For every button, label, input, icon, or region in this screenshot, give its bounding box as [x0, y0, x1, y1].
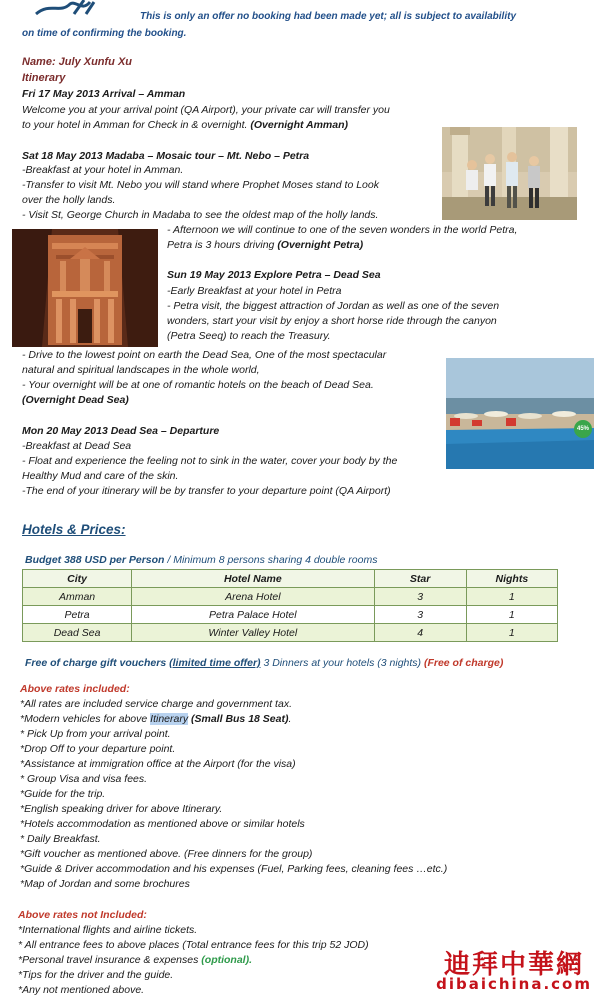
dead-sea-resort-photo: [446, 358, 594, 469]
table-row: [23, 624, 558, 642]
not-included-item: * All entrance fees to above places (Total entrance fees for this trip 52 JOD): [18, 939, 369, 951]
day1-overnight: (Overnight Amman): [250, 119, 349, 131]
day3-heading: Sun 19 May 2013 Explore Petra – Dead Sea: [167, 269, 381, 281]
itinerary-title: Itinerary: [22, 72, 66, 84]
col-hotel-name: Hotel Name: [132, 570, 374, 588]
not-included-item: *International flights and airline tickets.: [18, 924, 198, 936]
progress-badge: 45%: [574, 420, 592, 438]
day2-line-5: - Afternoon we will continue to one of the seven wonders in the world Petra,: [167, 224, 518, 236]
included-item: * Daily Breakfast.: [20, 833, 101, 845]
limited-offer: (limited time offer): [169, 657, 261, 669]
day2-line-6: Petra is 3 hours driving (Overnight Petra): [167, 239, 364, 251]
day4-heading: Mon 20 May 2013 Dead Sea – Departure: [22, 425, 220, 437]
petra-treasury-photo: [12, 229, 158, 347]
included-item: * Pick Up from your arrival point.: [20, 728, 171, 740]
highlighted-word: Itinerary: [150, 713, 189, 725]
included-title: Above rates included:: [20, 683, 130, 695]
offer-notice-line1: This is only an offer no booking had been made yet; all is subject to availability: [140, 11, 517, 22]
not-included-item: *Personal travel insurance & expenses (optional).: [18, 954, 253, 966]
cell-hotel: Arena Hotel: [132, 588, 374, 606]
included-item: *Guide for the trip.: [20, 788, 106, 800]
included-item: * Group Visa and visa fees.: [20, 773, 148, 785]
day4-line-1: -Breakfast at Dead Sea: [22, 440, 132, 452]
brand-logo-fragment: [30, 0, 110, 16]
day3-overnight: (Overnight Dead Sea): [22, 394, 129, 406]
included-item: *All rates are included service charge and government tax.: [20, 698, 292, 710]
client-name: Name: July Xunfu Xu: [22, 56, 133, 68]
table-row: [23, 588, 558, 606]
cell-star: 3: [374, 606, 466, 624]
col-nights: Nights: [466, 570, 557, 588]
offer-notice-line2: on time of confirming the booking.: [22, 28, 187, 39]
day3-line-3: wonders, start your visit by enjoy a short horse ride through the canyon: [167, 315, 497, 327]
included-item: *Drop Off to your departure point.: [20, 743, 176, 755]
day2-heading: Sat 18 May 2013 Madaba – Mosaic tour – Mt. Nebo – Petra: [22, 150, 310, 162]
day2-line-4: - Visit St, George Church in Madaba to see the oldest map of the holly lands.: [22, 209, 379, 221]
cell-hotel: Petra Palace Hotel: [132, 606, 374, 624]
not-included-item: *Tips for the driver and the guide.: [18, 969, 174, 981]
day3-line-2: - Petra visit, the biggest attraction of Jordan as well as one of the seven: [167, 300, 500, 312]
not-included-title: Above rates not Included:: [18, 909, 147, 921]
cell-city: Dead Sea: [23, 624, 132, 642]
table-row: [23, 606, 558, 624]
cell-city: Amman: [23, 588, 132, 606]
cell-star: 4: [374, 624, 466, 642]
cell-nights: 1: [466, 624, 557, 642]
free-of-charge: (Free of charge): [423, 657, 504, 669]
cell-hotel: Winter Valley Hotel: [132, 624, 374, 642]
day3-line-7: - Your overnight will be at one of romantic hotels on the beach of Dead Sea.: [22, 379, 374, 391]
watermark-url: dibaichina.com: [436, 975, 592, 993]
day4-line-4: -The end of your itinerary will be by transfer to your departure point (QA Airport): [22, 485, 391, 497]
hotels-prices-title: Hotels & Prices:: [22, 522, 126, 537]
day4-line-3: Healthy Mud and care of the skin.: [22, 470, 179, 482]
budget-line: Budget 388 USD per Person / Minimum 8 persons sharing 4 double rooms: [25, 554, 378, 566]
col-star: Star: [374, 570, 466, 588]
day3-line-5: - Drive to the lowest point on earth the Dead Sea, One of the most spectacular: [22, 349, 387, 361]
included-item: *Hotels accommodation as mentioned above or similar hotels: [20, 818, 305, 830]
day1-text-2: to your hotel in Amman for Check in & overnight. (Overnight Amman): [22, 119, 349, 131]
cell-city: Petra: [23, 606, 132, 624]
tourists-photo: [442, 127, 577, 220]
not-included-item: *Any not mentioned above.: [18, 984, 145, 996]
col-city: City: [23, 570, 132, 588]
table-header-row: [23, 570, 558, 588]
hotel-table: [22, 569, 558, 642]
day4-line-2: - Float and experience the feeling not to sink in the water, cover your body by the: [22, 455, 398, 467]
included-item: *Guide & Driver accommodation and his expenses (Fuel, Parking fees, cleaning fees …etc.): [20, 863, 448, 875]
day2-line-3: over the holly lands.: [22, 194, 116, 206]
cell-nights: 1: [466, 606, 557, 624]
included-item: *Gift voucher as mentioned above. (Free dinners for the group): [20, 848, 313, 860]
watermark-chinese: 迪拜中華網: [443, 950, 584, 980]
day3-line-6: natural and spiritual landscapes in the whole world,: [22, 364, 260, 376]
day2-overnight: (Overnight Petra): [277, 239, 364, 251]
day2-line-1: -Breakfast at your hotel in Amman.: [22, 164, 184, 176]
day3-line-4: (Petra Seeq) to reach the Treasury.: [167, 330, 331, 342]
optional-label: (optional).: [201, 954, 253, 966]
included-item: *Modern vehicles for above Itinerary (Small Bus 18 Seat).: [20, 713, 292, 725]
cell-star: 3: [374, 588, 466, 606]
included-item: *Assistance at immigration office at the Airport (for the visa): [20, 758, 296, 770]
included-item: *English speaking driver for above Itinerary.: [20, 803, 223, 815]
included-item: *Map of Jordan and some brochures: [20, 878, 190, 890]
day3-line-1: -Early Breakfast at your hotel in Petra: [167, 285, 342, 297]
day1-heading: Fri 17 May 2013 Arrival – Amman: [22, 88, 186, 100]
day2-line-2: -Transfer to visit Mt. Nebo you will stand where Prophet Moses stand to Look: [22, 179, 379, 191]
cell-nights: 1: [466, 588, 557, 606]
gift-vouchers-line: Free of charge gift vouchers (limited time offer) 3 Dinners at your hotels (3 nights) (Free of charge): [25, 657, 504, 669]
day1-text-1: Welcome you at your arrival point (QA Airport), your private car will transfer you: [22, 104, 390, 116]
